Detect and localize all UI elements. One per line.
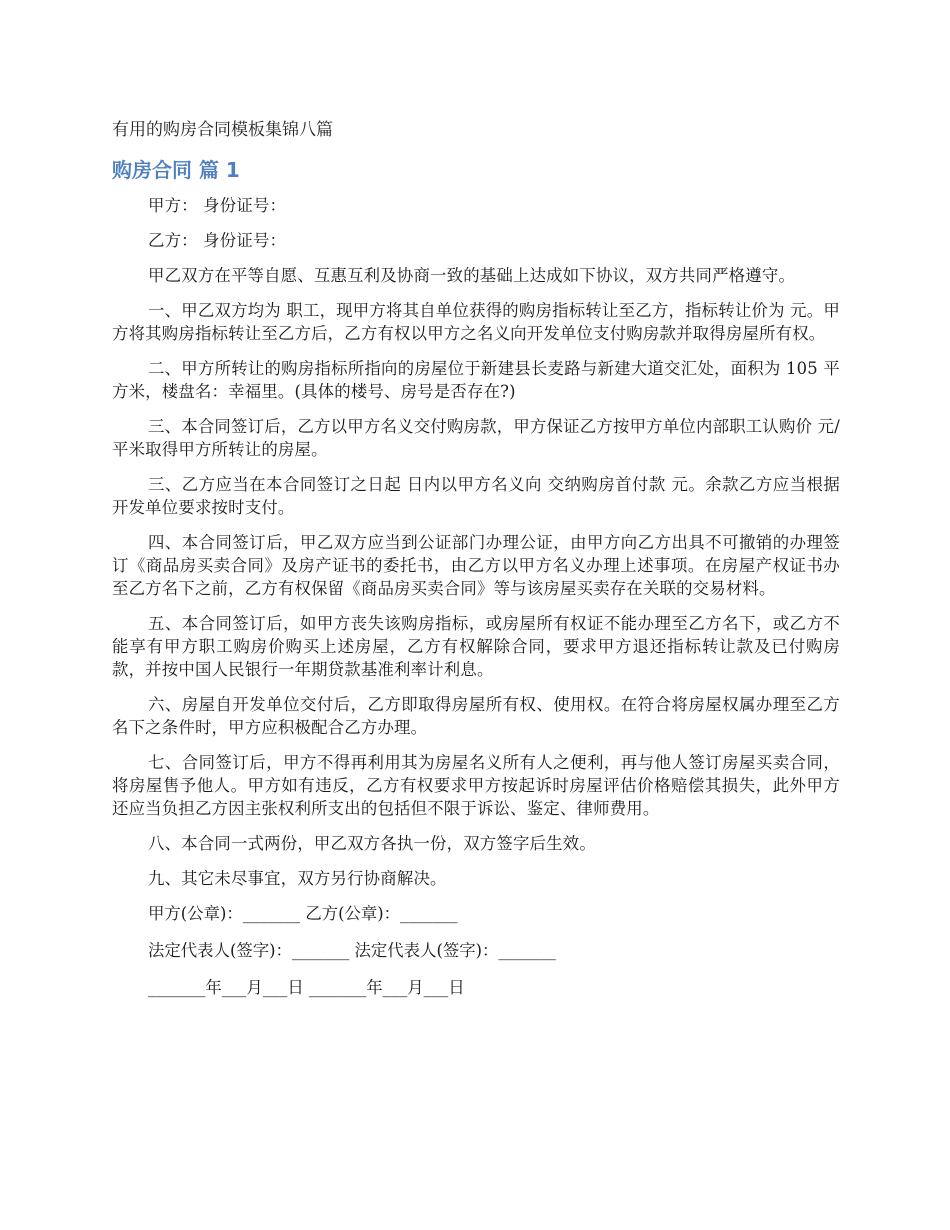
clause-5: 五、本合同签订后，如甲方丧失该购房指标，或房屋所有权证不能办理至乙方名下，或乙方不能享有甲方职工购房价购买上述房屋，乙方有权解除合同，要求甲方退还指标转让款及已付购房款，并按中国人民银行一年期贷款基准利率计利息。: [112, 614, 840, 679]
section-heading: 购房合同 篇 1: [112, 158, 240, 182]
clause-8: 八、本合同一式两份，甲乙双方各执一份，双方签字后生效。: [148, 834, 596, 853]
party-a-line: 甲方： 身份证号：: [148, 196, 287, 215]
clause-3b: 三、乙方应当在本合同签订之日起 日内以甲方名义向 交纳购房首付款 元。余款乙方应当根据开发单位要求按时支付。: [112, 475, 840, 517]
clause-3a: 三、本合同签订后，乙方以甲方名义交付购房款，甲方保证乙方按甲方单位内部职工认购价 元/平米取得甲方所转让的房屋。: [112, 417, 840, 459]
clause-7: 七、合同签订后，甲方不得再利用其为房屋名义所有人之便利，再与他人签订房屋买卖合同，将房屋售予他人。甲方如有违反，乙方有权要求甲方按起诉时房屋评估价格赔偿其损失，此外甲方还应当负担乙方因主张权利所支出的包括但不限于诉讼、鉴定、律师费用。: [112, 753, 840, 818]
legal-representative-line: 法定代表人(签字)：_______ 法定代表人(签字)：_______: [148, 941, 556, 960]
preamble-paragraph: 甲乙双方在平等自愿、互惠互利及协商一致的基础上达成如下协议，双方共同严格遵守。: [148, 266, 796, 285]
seal-line: 甲方(公章)：_______ 乙方(公章)：_______: [148, 904, 458, 923]
clause-2: 二、甲方所转让的购房指标所指向的房屋位于新建县长麦路与新建大道交汇处，面积为 105 平方米，楼盘名：幸福里。(具体的楼号、房号是否存在?): [112, 359, 840, 401]
clause-6: 六、房屋自开发单位交付后，乙方即取得房屋所有权、使用权。在符合将房屋权属办理至乙方名下之条件时，甲方应积极配合乙方办理。: [112, 695, 840, 737]
clause-1: 一、甲乙双方均为 职工，现甲方将其自单位获得的购房指标转让至乙方，指标转让价为 元。甲方将其购房指标转让至乙方后，乙方有权以甲方之名义向开发单位支付购房款并取得房屋所有权。: [112, 301, 840, 343]
date-line: _______年___月___日 _______年___月___日: [148, 978, 465, 997]
clause-4: 四、本合同签订后，甲乙双方应当到公证部门办理公证，由甲方向乙方出具不可撤销的办理签订《商品房买卖合同》及房产证书的委托书，由乙方以甲方名义办理上述事项。在房屋产权证书办至乙方名下之前，乙方有权保留《商品房买卖合同》等与该房屋买卖存在关联的交易材料。: [112, 533, 840, 598]
document-page: [112, 118, 840, 1013]
party-b-line: 乙方： 身份证号：: [148, 231, 287, 250]
clause-9: 九、其它未尽事宜，双方另行协商解决。: [148, 869, 447, 888]
document-title: 有用的购房合同模板集锦八篇: [112, 120, 333, 140]
